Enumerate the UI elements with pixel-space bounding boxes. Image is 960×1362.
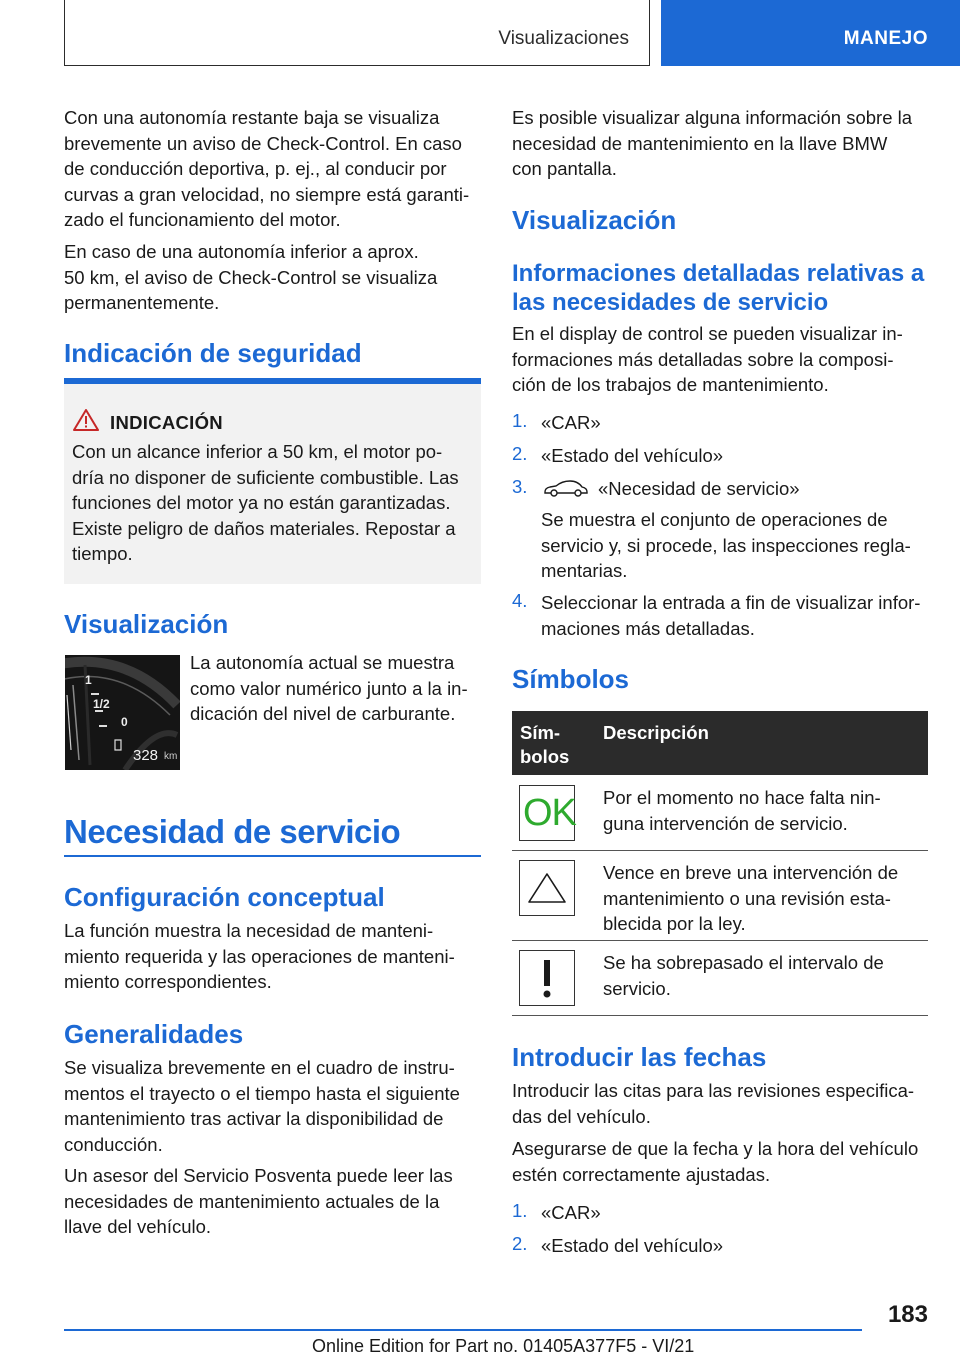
list-number: 1. bbox=[512, 1200, 528, 1221]
warning-text bbox=[72, 439, 472, 567]
text-line: dicación del nivel de carburante. bbox=[190, 703, 456, 724]
service-heading: Necesidad de servicio bbox=[64, 813, 401, 850]
general-heading: Generalidades bbox=[64, 1019, 244, 1049]
triangle-icon bbox=[520, 861, 574, 915]
table-header-symbols bbox=[520, 721, 569, 769]
right-display-heading: Visualización bbox=[512, 205, 677, 235]
text-line: mentos el trayecto o el tiempo hasta el siguiente bbox=[64, 1082, 460, 1104]
text-line: formaciones más detalladas sobre la composi- bbox=[512, 348, 894, 370]
text-line: Introducir las citas para las revisiones especifica- bbox=[512, 1080, 915, 1101]
text-line: necesidad de mantenimiento en la llave BMW bbox=[512, 132, 888, 154]
footer-rule bbox=[64, 1329, 862, 1331]
table-row-description bbox=[603, 950, 923, 1001]
list-number: 4. bbox=[512, 590, 528, 611]
header-line: Sím- bbox=[520, 722, 561, 743]
text-line: Un asesor del Servicio Posventa puede leer las bbox=[64, 1165, 453, 1186]
footer-edition: Online Edition for Part no. 01405A377F5 - VI/21 bbox=[312, 1336, 695, 1356]
list-text: «Estado del vehículo» bbox=[541, 1235, 724, 1256]
step3-detail bbox=[541, 507, 931, 584]
text-line: funciones del motor ya no están garantizadas. bbox=[72, 492, 451, 513]
text-line: maciones más detalladas. bbox=[541, 617, 755, 639]
header-section-box bbox=[64, 0, 650, 66]
text-line: Se muestra el conjunto de operaciones de bbox=[541, 509, 888, 530]
table-row-description bbox=[603, 860, 923, 937]
concept-paragraph bbox=[64, 918, 484, 995]
ok-symbol bbox=[519, 785, 575, 841]
text-line: Se visualiza brevemente en el cuadro de instru- bbox=[64, 1057, 455, 1078]
left-range-paragraph bbox=[64, 239, 484, 316]
warning-box bbox=[64, 378, 481, 584]
text-line: Con una autonomía restante baja se visualiza bbox=[64, 107, 440, 128]
header-chapter-title: MANEJO bbox=[843, 28, 928, 49]
text-line: mantenimiento tras activar la disponibilidad de bbox=[64, 1108, 444, 1129]
fuel-gauge-image bbox=[65, 655, 180, 770]
page-number: 183 bbox=[887, 1301, 928, 1328]
heading-line: Informaciones detalladas relativas a bbox=[512, 260, 925, 287]
text-line: Es posible visualizar alguna información sobre la bbox=[512, 107, 913, 128]
text-line: Seleccionar la entrada a fin de visualizar infor- bbox=[541, 592, 921, 613]
text-line: Por el momento no hace falta nin- bbox=[603, 787, 881, 808]
exclamation-symbol bbox=[519, 950, 575, 1006]
right-intro-paragraph bbox=[512, 105, 932, 182]
text-line: das del vehículo. bbox=[512, 1105, 651, 1127]
text-line: ción de los trabajos de mantenimiento. bbox=[512, 374, 829, 395]
text-line: conducción. bbox=[64, 1133, 163, 1155]
table-row-description bbox=[603, 785, 923, 836]
concept-heading: Configuración conceptual bbox=[64, 882, 385, 912]
list-number: 2. bbox=[512, 1233, 528, 1254]
text-line: brevemente un aviso de Check-Control. En caso bbox=[64, 132, 462, 154]
text-line: Se ha sobrepasado el intervalo de bbox=[603, 952, 884, 973]
text-line: La autonomía actual se muestra bbox=[190, 652, 455, 673]
text-line: con pantalla. bbox=[512, 158, 617, 179]
info-paragraph bbox=[512, 321, 932, 398]
display-paragraph bbox=[190, 650, 485, 727]
text-line: miento requerida y las operaciones de manteni- bbox=[64, 945, 455, 967]
exclamation-icon bbox=[520, 951, 574, 1005]
fuel-gauge-graphic bbox=[65, 655, 180, 770]
text-line: permanentemente. bbox=[64, 292, 220, 313]
table-row-divider bbox=[512, 850, 928, 851]
warning-triangle-icon bbox=[73, 408, 99, 432]
list-text: «CAR» bbox=[541, 412, 601, 433]
list-number: 3. bbox=[512, 476, 528, 497]
gauge-label-half: 1/2 bbox=[93, 697, 110, 711]
left-intro-paragraph bbox=[64, 105, 484, 233]
safety-heading: Indicación de seguridad bbox=[64, 338, 362, 368]
text-line: guna intervención de servicio. bbox=[603, 812, 848, 834]
text-line: curvas a gran velocidad, no siempre está garanti- bbox=[64, 183, 470, 205]
list-number: 2. bbox=[512, 443, 528, 464]
text-line: zado el funcionamiento del motor. bbox=[64, 209, 341, 230]
list-text: «Necesidad de servicio» bbox=[598, 478, 800, 499]
text-line: En el display de control se pueden visualizar in- bbox=[512, 323, 903, 344]
table-header-description: Descripción bbox=[603, 722, 709, 743]
header-chapter-tab bbox=[661, 0, 960, 66]
header-line: bolos bbox=[520, 746, 570, 767]
text-line: servicio. bbox=[603, 977, 671, 999]
dates-paragraph-2 bbox=[512, 1136, 932, 1187]
gauge-range-unit: km bbox=[164, 751, 178, 762]
ok-symbol-text: OK bbox=[523, 792, 576, 834]
text-line: Vence en breve una intervención de bbox=[603, 862, 899, 883]
text-line: Con un alcance inferior a 50 km, el motor po- bbox=[72, 441, 443, 462]
text-line: miento correspondientes. bbox=[64, 971, 272, 992]
heading-line: las necesidades de servicio bbox=[512, 289, 829, 316]
text-line: En caso de una autonomía inferior a aprox. bbox=[64, 241, 419, 262]
table-row-divider bbox=[512, 1015, 928, 1016]
text-line: blecida por la ley. bbox=[603, 913, 746, 934]
display-heading: Visualización bbox=[64, 609, 229, 639]
text-line: Asegurarse de que la fecha y la hora del vehículo bbox=[512, 1138, 919, 1159]
warning-title: INDICACIÓN bbox=[110, 412, 223, 433]
text-line: mantenimiento o una revisión esta- bbox=[603, 887, 891, 909]
list-number: 1. bbox=[512, 410, 528, 431]
text-line: tiempo. bbox=[72, 543, 133, 564]
text-line: estén correctamente ajustadas. bbox=[512, 1163, 771, 1185]
text-line: necesidades de mantenimiento actuales de la bbox=[64, 1190, 440, 1212]
gauge-label-full: 1 bbox=[85, 673, 92, 687]
list-text bbox=[541, 590, 927, 641]
general-paragraph-1 bbox=[64, 1055, 484, 1157]
text-line: llave del vehículo. bbox=[64, 1216, 212, 1237]
list-text: «Estado del vehículo» bbox=[541, 445, 724, 466]
table-row-divider bbox=[512, 940, 928, 941]
symbols-table-header bbox=[512, 711, 928, 775]
text-line: Existe peligro de daños materiales. Repostar a bbox=[72, 517, 456, 539]
text-line: mentarias. bbox=[541, 560, 628, 581]
text-line: 50 km, el aviso de Check-Control se visualiza bbox=[64, 266, 438, 288]
dates-paragraph-1 bbox=[512, 1078, 932, 1129]
text-line: de conducción deportiva, p. ej., al conducir por bbox=[64, 158, 447, 179]
gauge-label-empty: 0 bbox=[121, 715, 128, 729]
list-text: «CAR» bbox=[541, 1202, 601, 1223]
car-icon bbox=[542, 478, 590, 498]
triangle-symbol bbox=[519, 860, 575, 916]
text-line: como valor numérico junto a la in- bbox=[190, 677, 468, 699]
symbols-heading: Símbolos bbox=[512, 664, 630, 694]
general-paragraph-2 bbox=[64, 1163, 484, 1240]
text-line: La función muestra la necesidad de manteni- bbox=[64, 920, 434, 941]
text-line: servicio y, si procede, las inspecciones regla- bbox=[541, 534, 911, 556]
info-heading bbox=[512, 259, 932, 317]
service-heading-rule bbox=[64, 855, 481, 857]
header-section-title: Visualizaciones bbox=[498, 28, 629, 49]
text-line: dría no disponer de suficiente combustible. Las bbox=[72, 466, 459, 488]
gauge-range-value: 328 bbox=[133, 747, 159, 764]
dates-heading: Introducir las fechas bbox=[512, 1042, 767, 1072]
